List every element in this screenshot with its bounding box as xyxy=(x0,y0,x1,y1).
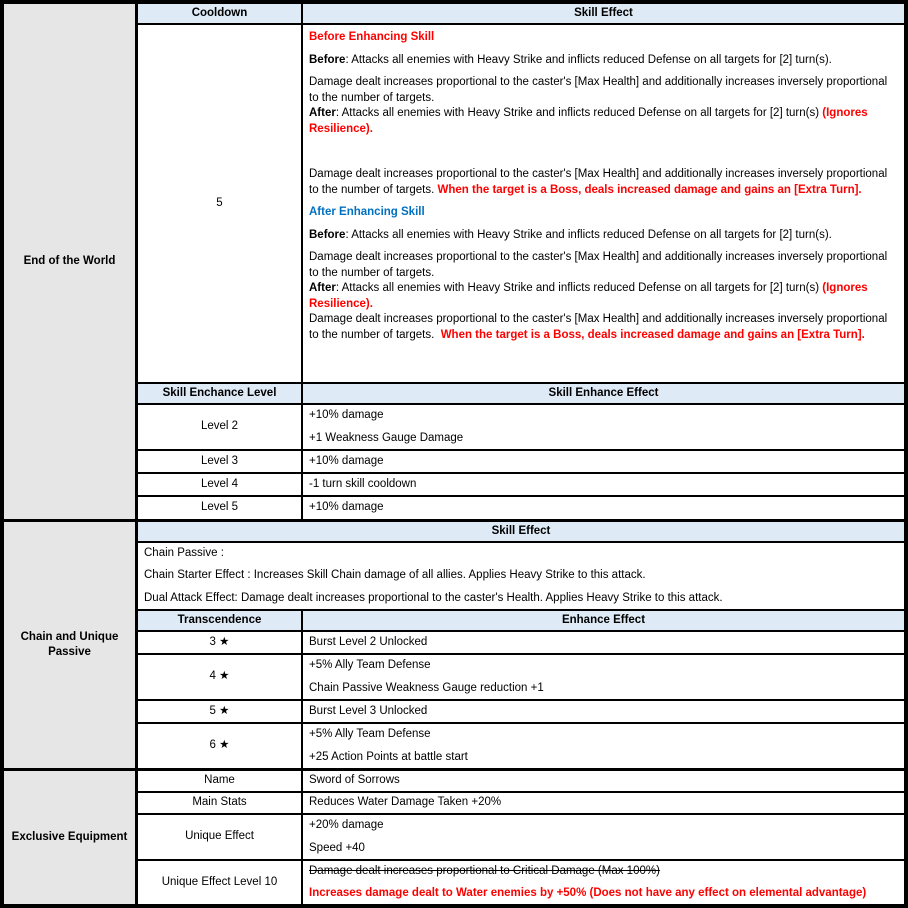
chain-passive-section xyxy=(4,519,904,768)
text-paragraph xyxy=(309,635,898,651)
enhance-level-label: Level 5 xyxy=(138,497,303,519)
enhance-level-label: Level 4 xyxy=(138,474,303,495)
enhance-effect-column-header: Skill Enhance Effect xyxy=(303,384,904,403)
text-paragraph xyxy=(309,167,898,198)
text-run: Damage dealt increases proportional to Critical Damage (Max 100%) xyxy=(309,864,660,877)
text-run: Chain Passive : xyxy=(144,546,224,559)
transcendence-stars: 6 ★ xyxy=(138,724,303,768)
text-paragraph xyxy=(309,795,898,811)
text-run: After Enhancing Skill xyxy=(309,206,425,218)
transcendence-row-5-star xyxy=(138,701,904,724)
section-label-chain-and-unique-passive: Chain and Unique Passive xyxy=(4,522,138,768)
equipment-field-value xyxy=(303,771,904,791)
text-paragraph xyxy=(309,864,898,880)
text-paragraph xyxy=(309,818,898,834)
equipment-field-label: Unique Effect xyxy=(138,815,303,859)
transcendence-row-4-star xyxy=(138,655,904,701)
text-paragraph xyxy=(309,727,898,743)
text-run: +10% damage xyxy=(309,454,384,467)
text-run: When the target is a Boss, deals increased damage and gains an [Extra Turn]. xyxy=(437,183,862,196)
text-run: +20% damage xyxy=(309,819,384,831)
cooldown-value: 5 xyxy=(138,25,303,382)
transcendence-row-3-star xyxy=(138,632,904,655)
text-paragraph xyxy=(309,500,898,516)
text-run: Sword of Sorrows xyxy=(309,774,400,787)
enhance-row-level-5 xyxy=(138,497,904,519)
text-run: Chain Starter Effect : Increases Skill Chain damage of all allies. Applies Heavy Strike to this attack. xyxy=(144,569,646,582)
text-paragraph xyxy=(144,568,898,584)
equipment-row-unique-effect-level-10 xyxy=(138,861,904,904)
chain-skill-effect-header-row xyxy=(138,522,904,543)
transcendence-stars: 4 ★ xyxy=(138,655,303,699)
text-run: Before xyxy=(309,53,346,66)
transcendence-effect-column-header: Enhance Effect xyxy=(303,611,904,630)
enhance-effect-value xyxy=(303,497,904,519)
transcendence-stars: 3 ★ xyxy=(138,632,303,653)
text-paragraph xyxy=(309,454,898,470)
text-paragraph xyxy=(309,53,898,69)
text-run: Dual Attack Effect: Damage dealt increases proportional to the caster's Health. Applies Heavy Strike to this attack. xyxy=(144,591,723,604)
exclusive-equipment-section xyxy=(4,768,904,904)
transcendence-row-6-star xyxy=(138,724,904,768)
text-paragraph xyxy=(309,228,898,244)
text-run: After xyxy=(309,282,336,294)
equipment-row-unique-effect xyxy=(138,815,904,861)
enhance-row-level-3 xyxy=(138,451,904,474)
enhance-level-column-header: Skill Enchance Level xyxy=(138,384,303,403)
paragraph-spacer xyxy=(309,137,898,167)
text-paragraph xyxy=(309,681,898,697)
equipment-field-label: Main Stats xyxy=(138,793,303,813)
text-paragraph xyxy=(309,408,898,424)
text-paragraph xyxy=(144,546,898,562)
text-run: Damage dealt increases proportional to the caster's [Max Health] and additionally increases inversely proportional to the number of targets. xyxy=(309,313,891,341)
skill-header-row xyxy=(138,4,904,25)
text-run: Burst Level 2 Unlocked xyxy=(309,635,428,648)
text-run: Chain Passive Weakness Gauge reduction +1 xyxy=(309,681,544,694)
enhance-level-label: Level 2 xyxy=(138,405,303,449)
chain-passive-text-row xyxy=(138,543,904,611)
text-run: +1 Weakness Gauge Damage xyxy=(309,431,464,444)
equipment-section-rows xyxy=(138,771,904,904)
enhance-effect-value xyxy=(303,405,904,449)
skill-effect-column-header: Skill Effect xyxy=(303,4,904,23)
equipment-field-label: Name xyxy=(138,771,303,791)
enhance-level-label: Level 3 xyxy=(138,451,303,472)
chain-passive-text xyxy=(138,543,904,609)
transcendence-effect-value xyxy=(303,701,904,722)
text-run: +10% damage xyxy=(309,409,384,421)
transcendence-effect-value xyxy=(303,655,904,699)
text-run: Burst Level 3 Unlocked xyxy=(309,704,428,717)
transcendence-header-row xyxy=(138,611,904,632)
text-run: +25 Action Points at battle start xyxy=(309,750,468,763)
text-run: When the target is a Boss, deals increased damage and gains an [Extra Turn]. xyxy=(440,328,865,341)
text-run: +5% Ally Team Defense xyxy=(309,728,431,740)
text-run: (Ignores Resilience). xyxy=(309,107,871,135)
text-run: Damage dealt increases proportional to the caster's [Max Health] and additionally increases inversely proportional to the number of targets. xyxy=(309,168,891,196)
text-run: Damage dealt increases proportional to the caster's [Max Health] and additionally increases inversely proportional to the number of targets. xyxy=(309,76,891,104)
text-run: After xyxy=(309,107,336,119)
text-paragraph xyxy=(309,205,898,221)
text-run: : Attacks all enemies with Heavy Strike and inflicts reduced Defense on all targets for [2] turn(s). xyxy=(345,228,832,241)
text-paragraph xyxy=(309,30,898,46)
skill-effect-text xyxy=(303,25,904,382)
text-run: +10% damage xyxy=(309,501,384,514)
enhance-effect-value xyxy=(303,474,904,495)
text-run: Reduces Water Damage Taken +20% xyxy=(309,796,502,809)
skill-section-rows xyxy=(138,4,904,519)
skill-effect-row xyxy=(138,25,904,384)
text-paragraph xyxy=(309,658,898,674)
transcendence-effect-value xyxy=(303,724,904,768)
text-paragraph xyxy=(309,704,898,720)
text-run: : Attacks all enemies with Heavy Strike and inflicts reduced Defense on all targets for [2] turn(s) xyxy=(335,107,823,119)
text-paragraph xyxy=(309,477,898,493)
enhance-header-row xyxy=(138,384,904,405)
equipment-field-label: Unique Effect Level 10 xyxy=(138,861,303,904)
text-run: Damage dealt increases proportional to the caster's [Max Health] and additionally increases inversely proportional to the number of targets. xyxy=(309,251,891,279)
equipment-field-value xyxy=(303,861,904,904)
section-label-exclusive-equipment: Exclusive Equipment xyxy=(4,771,138,904)
text-paragraph xyxy=(309,841,898,857)
text-run: Before Enhancing Skill xyxy=(309,31,435,43)
text-run: (Ignores Resilience). xyxy=(309,282,871,310)
text-run: Speed +40 xyxy=(309,841,365,854)
transcendence-effect-value xyxy=(303,632,904,653)
equipment-field-value xyxy=(303,815,904,859)
text-run: : Attacks all enemies with Heavy Strike and inflicts reduced Defense on all targets for [2] turn(s). xyxy=(345,53,832,66)
text-paragraph xyxy=(144,591,898,607)
equipment-field-value xyxy=(303,793,904,813)
text-run: Before xyxy=(309,228,346,241)
enhance-effect-value xyxy=(303,451,904,472)
cooldown-column-header: Cooldown xyxy=(138,4,303,23)
text-run: +5% Ally Team Defense xyxy=(309,659,431,671)
text-paragraph xyxy=(309,773,898,789)
text-paragraph xyxy=(309,750,898,766)
text-paragraph xyxy=(309,250,898,343)
text-run: : Attacks all enemies with Heavy Strike and inflicts reduced Defense on all targets for [2] turn(s) xyxy=(335,282,823,294)
text-paragraph xyxy=(309,75,898,137)
equipment-row-name xyxy=(138,771,904,793)
chain-section-rows xyxy=(138,522,904,768)
text-run: Increases damage dealt to Water enemies by +50% (Does not have any effect on elemental advantage) xyxy=(309,887,867,899)
equipment-row-main-stats xyxy=(138,793,904,815)
transcendence-stars: 5 ★ xyxy=(138,701,303,722)
transcendence-column-header: Transcendence xyxy=(138,611,303,630)
chain-skill-effect-header: Skill Effect xyxy=(138,522,904,541)
enhance-row-level-4 xyxy=(138,474,904,497)
text-paragraph xyxy=(309,886,898,902)
enhance-row-level-2 xyxy=(138,405,904,451)
section-label-end-of-the-world: End of the World xyxy=(4,4,138,519)
skill-section xyxy=(4,4,904,519)
text-run: -1 turn skill cooldown xyxy=(309,477,417,490)
text-paragraph xyxy=(309,431,898,447)
